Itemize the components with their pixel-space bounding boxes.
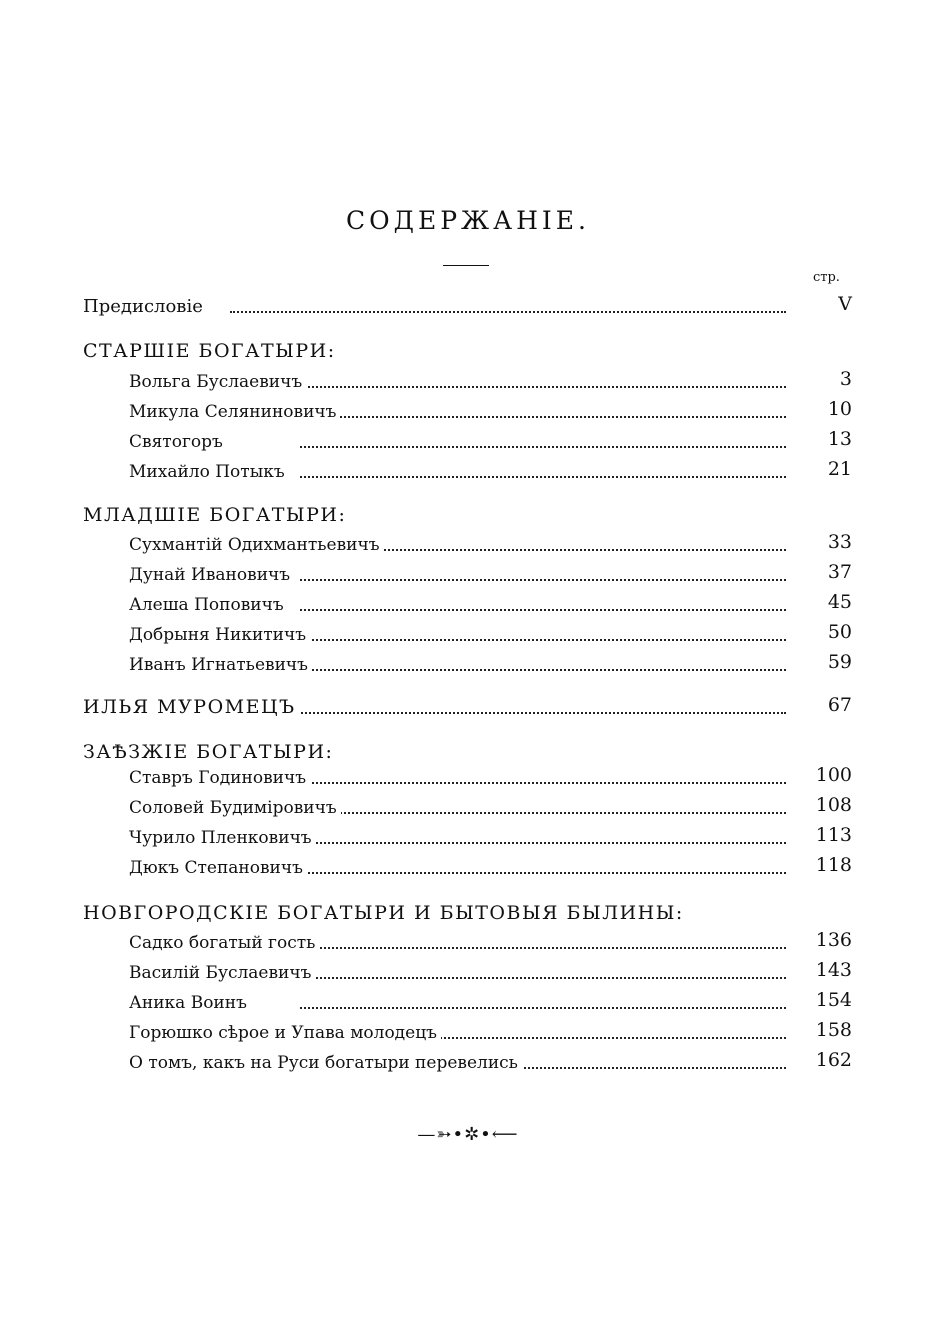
section-heading-label: ИЛЬЯ МУРОМЕЦЪ — [83, 696, 300, 718]
dot-leader — [300, 812, 786, 814]
toc-page-number: 143 — [815, 959, 852, 981]
toc-page-number: 113 — [815, 824, 852, 846]
toc-entry-label: Иванъ Игнатьевичъ — [129, 655, 312, 675]
toc-entry — [0, 957, 936, 987]
toc-entry — [0, 529, 936, 559]
toc-entry — [0, 366, 936, 396]
page-title: СОДЕРЖАНІЕ. — [346, 206, 590, 235]
toc-entry-label: Добрыня Никитичъ — [129, 625, 310, 645]
toc-entry-label: Вольга Буслаевичъ — [129, 372, 306, 392]
dot-leader — [300, 977, 786, 979]
toc-entry-label: Садко богатый гость — [129, 933, 319, 953]
decorative-ornament: —➳•✲•⟵ — [417, 1124, 519, 1145]
toc-entry — [0, 1017, 936, 1047]
toc-entry-label: Дунай Ивановичъ — [129, 565, 294, 585]
toc-entry — [0, 649, 936, 679]
toc-entry — [0, 619, 936, 649]
toc-entry — [0, 291, 936, 321]
toc-entry-label: Михайло Потыкъ — [129, 462, 289, 482]
toc-entry-label: Предисловіе — [83, 296, 207, 317]
toc-page-number: 59 — [827, 651, 852, 673]
dot-leader — [300, 446, 786, 448]
toc-page-number: 37 — [827, 561, 852, 583]
toc-page-number: V — [838, 293, 852, 315]
toc-page-number: 162 — [815, 1049, 852, 1071]
toc-page-number: 13 — [827, 428, 852, 450]
dot-leader — [300, 386, 786, 388]
dot-leader — [230, 712, 786, 714]
section-heading-label: МЛАДШІЕ БОГАТЫРИ: — [83, 504, 350, 526]
dot-leader — [300, 872, 786, 874]
dot-leader — [300, 579, 786, 581]
toc-page-number: 33 — [827, 531, 852, 553]
dot-leader — [300, 416, 786, 418]
toc-section-heading — [0, 336, 936, 366]
dot-leader — [300, 476, 786, 478]
toc-entry — [0, 426, 936, 456]
toc-page-number: 10 — [827, 398, 852, 420]
toc-entry — [0, 396, 936, 426]
toc-entry — [0, 987, 936, 1017]
toc-page-number: 158 — [815, 1019, 852, 1041]
toc-page-number: 21 — [827, 458, 852, 480]
toc-page-number: 154 — [815, 989, 852, 1011]
toc-entry-label: Микула Селяниновичъ — [129, 402, 340, 422]
toc-entry — [0, 1047, 936, 1077]
dot-leader — [300, 639, 786, 641]
toc-section-heading — [0, 500, 936, 530]
toc-entry — [0, 852, 936, 882]
toc-section-heading — [0, 692, 936, 722]
toc-page-number: 108 — [815, 794, 852, 816]
dot-leader — [230, 311, 786, 313]
title-rule — [443, 265, 489, 266]
toc-page-number: 100 — [815, 764, 852, 786]
toc-section-heading — [0, 898, 936, 928]
toc-entry-label: Дюкъ Степановичъ — [129, 858, 307, 878]
toc-entry-label: Соловей Будиміровичъ — [129, 798, 341, 818]
toc-page-number: 118 — [815, 854, 852, 876]
toc-entry — [0, 927, 936, 957]
toc-page-number: 50 — [827, 621, 852, 643]
toc-entry-label: О томъ, какъ на Руси богатыри перевелись — [129, 1053, 522, 1073]
toc-entry — [0, 792, 936, 822]
toc-page-number: 45 — [827, 591, 852, 613]
dot-leader — [300, 782, 786, 784]
section-heading-label: СТАРШІЕ БОГАТЫРИ: — [83, 340, 340, 362]
dot-leader — [300, 669, 786, 671]
toc-page-number: 3 — [839, 368, 852, 390]
toc-page-number: 67 — [827, 694, 852, 716]
toc-entry-label: Алеша Поповичъ — [129, 595, 288, 615]
toc-entry — [0, 762, 936, 792]
toc-entry-label: Сухмантій Одихмантьевичъ — [129, 535, 384, 555]
dot-leader — [300, 609, 786, 611]
dot-leader — [300, 947, 786, 949]
toc-entry-label: Чурило Пленковичъ — [129, 828, 316, 848]
toc-page-number: 136 — [815, 929, 852, 951]
page-column-label: стр. — [813, 270, 840, 285]
toc-entry-label: Горюшко сѣрое и Упава молодецъ — [129, 1023, 441, 1043]
section-heading-label: ЗАѢЗЖІЕ БОГАТЫРИ: — [83, 741, 337, 763]
toc-entry-label: Аника Воинъ — [129, 993, 251, 1013]
toc-entry — [0, 589, 936, 619]
dot-leader — [300, 1007, 786, 1009]
toc-entry — [0, 822, 936, 852]
toc-entry-label: Ставръ Годиновичъ — [129, 768, 310, 788]
toc-entry — [0, 559, 936, 589]
section-heading-label: НОВГОРОДСКІЕ БОГАТЫРИ И БЫТОВЫЯ БЫЛИНЫ: — [83, 902, 688, 924]
toc-entry — [0, 456, 936, 486]
dot-leader — [300, 842, 786, 844]
toc-entry-label: Василій Буслаевичъ — [129, 963, 315, 983]
toc-entry-label: Святогоръ — [129, 432, 227, 452]
